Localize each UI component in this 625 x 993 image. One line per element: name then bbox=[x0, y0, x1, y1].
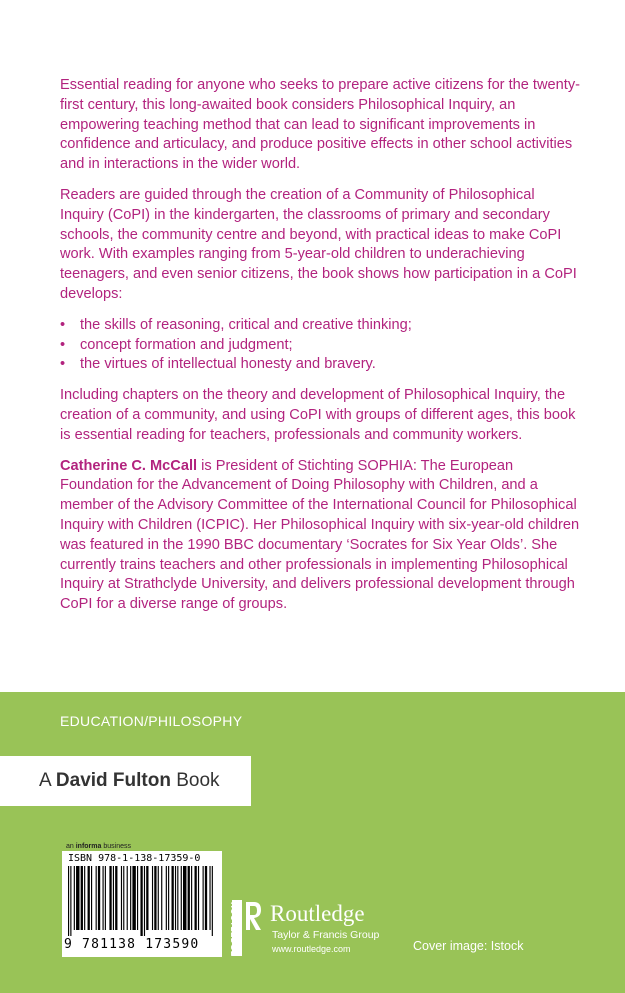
back-cover-blurb bbox=[60, 76, 580, 626]
imprint-label: A David Fulton Book bbox=[39, 770, 220, 791]
skills-list bbox=[60, 316, 580, 375]
author-bio bbox=[60, 457, 580, 615]
isbn-label: ISBN 978-1-138-17359-0 bbox=[68, 853, 201, 864]
imprint-brand: David Fulton bbox=[55, 770, 171, 791]
list-item: • the virtues of intellectual honesty and bravery. bbox=[60, 355, 580, 375]
list-item: • the skills of reasoning, critical and creative thinking; bbox=[60, 316, 580, 336]
publisher-vertical-label: ROUTLEDGE bbox=[229, 902, 238, 957]
barcode-digits: 9 781138 173590 bbox=[64, 937, 200, 952]
bullet-icon: • bbox=[60, 316, 66, 333]
author-name: Catherine C. McCall bbox=[60, 457, 198, 474]
barcode-icon bbox=[66, 866, 218, 936]
blurb-paragraph-2: Readers are guided through the creation of a Community of Philosophical Inquiry (CoPI) in the kindergarten, the classrooms of primary and secondary schools, the community centre and beyond, with practical ideas to make CoPI work. With examples ranging from 5-year-old children to underachieving teenagers, and even senior citizens, the book shows how participation in a CoPI develops: bbox=[60, 186, 577, 302]
bullet-icon: • bbox=[60, 356, 66, 373]
author-bio-text: is President of Stichting SOPHIA: The European Foundation for the Advancement of Doing Philosophy with Children, and a member of the Advisory Committee of the International Council for Philosophical Inquiry with Children (ICPIC). Her Philosophical Inquiry with six-year-old children was featured in the 1990 BBC documentary ‘Socrates for Six Year Olds’. She currently trains teachers and other professionals in implementing Philosophical Inquiry at Strathclyde University, and delivers professional development through CoPI for a diverse range of groups. bbox=[60, 457, 580, 613]
blurb-paragraph-3: Including chapters on the theory and development of Philosophical Inquiry, the creation of a community, and using CoPI with groups of different ages, this book is essential reading for teachers, professionals and community workers. bbox=[60, 387, 576, 443]
publisher-url: www.routledge.com bbox=[272, 944, 351, 954]
cover-credit: Cover image: Istock bbox=[413, 939, 524, 953]
bullet-icon: • bbox=[60, 336, 66, 353]
publisher-group: Taylor & Francis Group bbox=[272, 929, 380, 941]
publisher-name: Routledge bbox=[270, 901, 365, 926]
subject-category: EDUCATION/PHILOSOPHY bbox=[60, 713, 243, 729]
list-item: • concept formation and judgment; bbox=[60, 336, 580, 356]
blurb-paragraph-1: Essential reading for anyone who seeks to prepare active citizens for the twenty-first century, this long-awaited book considers Philosophical Inquiry, an empowering teaching method that can lead to significant improvements in confidence and articulacy, and produce positive effects in other school activities and in interactions in the wider world. bbox=[60, 77, 580, 173]
informa-label: an informa business bbox=[66, 843, 131, 850]
